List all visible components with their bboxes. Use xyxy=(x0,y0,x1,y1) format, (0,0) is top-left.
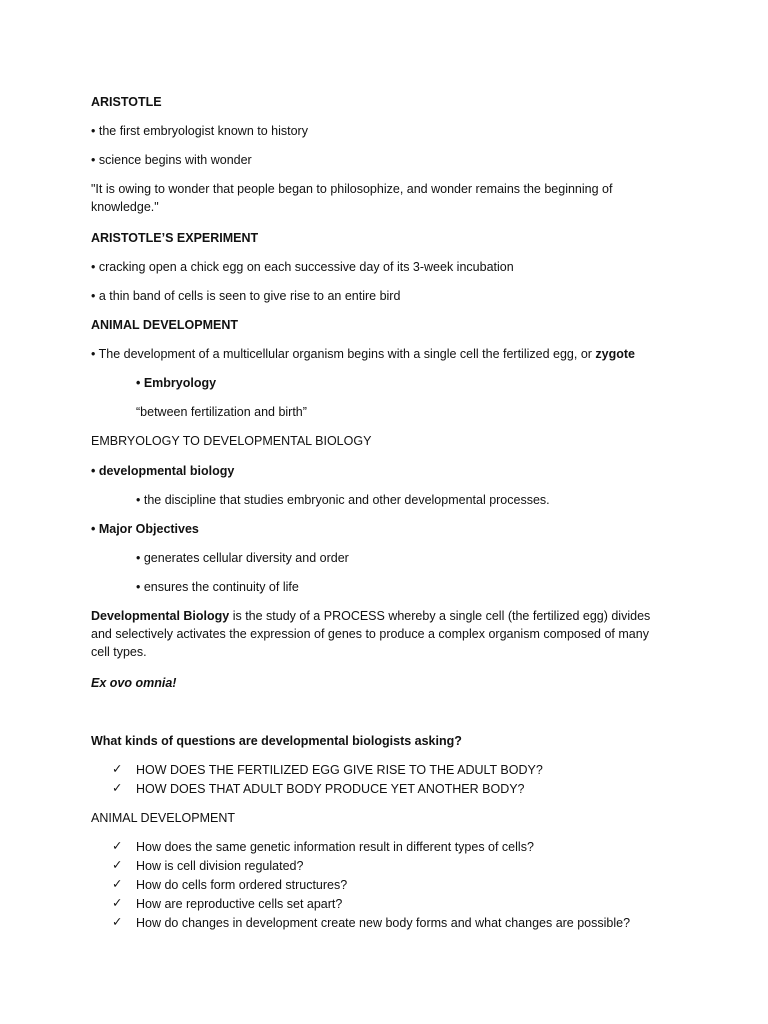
bullet-development-zygote xyxy=(91,345,635,363)
check-icon: ✓ xyxy=(112,877,123,891)
check-icon: ✓ xyxy=(112,762,123,776)
list-item: How do cells form ordered structures? xyxy=(136,878,348,892)
check-icon: ✓ xyxy=(112,858,123,872)
list-item: How is cell division regulated? xyxy=(136,859,304,873)
embryology-definition: “between fertilization and birth” xyxy=(136,405,307,419)
devbio-definition: is the study of a PROCESS whereby a single cell (the fertilized egg) divides and selectively activates the expression of genes to produce a complex organism composed of many cell types. xyxy=(91,609,651,659)
check-icon: ✓ xyxy=(112,896,123,910)
heading-aristotle: ARISTOTLE xyxy=(91,95,162,109)
bullet-science-wonder: • science begins with wonder xyxy=(91,153,252,167)
list-item: HOW DOES THAT ADULT BODY PRODUCE YET ANOTHER BODY? xyxy=(136,782,525,796)
bullet-major-objectives: • Major Objectives xyxy=(91,522,199,536)
devbio-term: Developmental Biology xyxy=(91,609,230,623)
bullet-first-embryologist: • the first embryologist known to history xyxy=(91,124,308,138)
check-icon: ✓ xyxy=(112,915,123,929)
sub-continuity-of-life: • ensures the continuity of life xyxy=(136,580,299,594)
heading-animal-development-2: ANIMAL DEVELOPMENT xyxy=(91,811,236,825)
heading-aristotle-experiment: ARISTOTLE’S EXPERIMENT xyxy=(91,231,259,245)
bullet-developmental-biology: • developmental biology xyxy=(91,464,235,478)
developmental-biology-paragraph xyxy=(91,607,671,661)
list-item: How are reproductive cells set apart? xyxy=(136,897,343,911)
sub-cellular-diversity: • generates cellular diversity and order xyxy=(136,551,349,565)
check-icon: ✓ xyxy=(112,781,123,795)
bullet-development-text: • The development of a multicellular organism begins with a single cell the fertilized egg, or xyxy=(91,347,596,361)
sub-discipline: • the discipline that studies embryonic and other developmental processes. xyxy=(136,493,550,507)
list-item: How do changes in development create new body forms and what changes are possible? xyxy=(136,916,631,930)
heading-embryology-to-devbio: EMBRYOLOGY TO DEVELOPMENTAL BIOLOGY xyxy=(91,434,372,448)
bullet-cracking-egg: • cracking open a chick egg on each successive day of its 3-week incubation xyxy=(91,260,514,274)
heading-animal-development: ANIMAL DEVELOPMENT xyxy=(91,318,238,332)
list-item: HOW DOES THE FERTILIZED EGG GIVE RISE TO THE ADULT BODY? xyxy=(136,763,543,777)
bullet-thin-band: • a thin band of cells is seen to give rise to an entire bird xyxy=(91,289,401,303)
check-icon: ✓ xyxy=(112,839,123,853)
zygote-term: zygote xyxy=(595,347,636,361)
sub-embryology: • Embryology xyxy=(136,376,217,390)
quote-paragraph: "It is owing to wonder that people began to philosophize, and wonder remains the beginning of knowledge." xyxy=(91,182,613,214)
question-heading: What kinds of questions are developmental biologists asking? xyxy=(91,734,462,748)
list-item: How does the same genetic information result in different types of cells? xyxy=(136,840,534,854)
motto: Ex ovo omnia! xyxy=(91,676,177,690)
